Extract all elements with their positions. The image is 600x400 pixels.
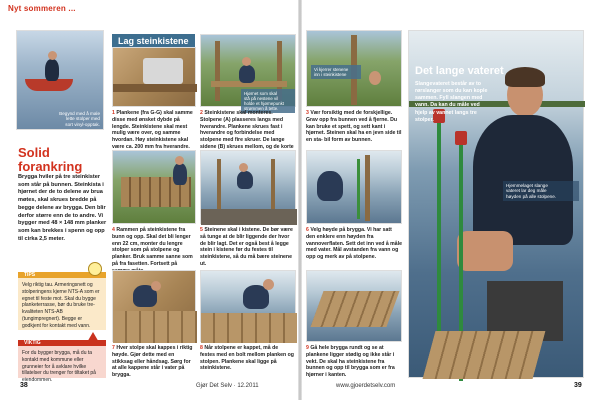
- step-6-text: [306, 227, 402, 261]
- photo-caption: Begynd med å male lette stolper med sort vinyl-opptak.: [59, 111, 100, 127]
- step-3-body: Vær forsiktig med de forskjellige. Grav opp fra bunnen ved å fjerne. Du kan bruke et spett, og sett kant i hjørnet. Steinen skal ha en jevn side til en sta- bil form av bunnen.: [306, 110, 402, 143]
- footer-magazine: Gjør Det Selv · 12.2011: [196, 383, 259, 389]
- warning-box: [18, 340, 106, 383]
- right-caption: Hjemmelaget slange vateret lar deg måle høyden på alle stolpene.: [503, 181, 579, 201]
- left-title: Solid forankring: [18, 145, 83, 174]
- step-1-body: Plankene (fra G-G) skal samme disse med ønsket dybde på lengde. Steinkistene skal mest mulig være over, og samme hvordan. Høy steinkistene skal være ca. 200 mm fra hverandre.: [112, 110, 193, 150]
- step-8-text: [200, 345, 294, 372]
- tip-text: Velg riktig tau. Armeringsnett og stolperingens kjerne NTS-A som er egnet til feste mot. Skal du bygge planketerrasse, bør du bruke tre-kvaliteten NTS-AB (tungimpregnert). Begge er godkjent for kontakt med vann.: [22, 282, 100, 329]
- step-2-body: Steinkistene skal monteres. Stolpene (A) plasseres langs med hverandre. Plankene skrues fast i hverandre og forbindelse med stolpene med fire skruer. De lange sidene (B) skrues mellom, og de korte: [200, 110, 294, 150]
- photo-step-6: [306, 150, 402, 224]
- man-body: [473, 115, 573, 245]
- step-9-number: 9: [306, 345, 309, 351]
- step-9-text: [306, 345, 402, 379]
- tip-label: TIPS: [21, 272, 38, 278]
- left-lead-text: Brygga hviler på tre steinkister som står på bunnen. Steinkista i hjørnet der de to delene av brua møtes, skal skrues bredde på begge delene av brygga. Den blir derfor større enn de to andre. Vi bygger med 48 × 148 mm planker som kan brekkes i spenn og opp til cirka 2,5 meter.: [18, 174, 107, 242]
- step-2-number: 2: [200, 110, 203, 116]
- warning-icon: [86, 332, 100, 344]
- step-4-number: 4: [112, 227, 115, 233]
- photo-step-7: [112, 270, 196, 342]
- photo-step-3: [306, 30, 402, 107]
- page-spine: [298, 0, 302, 400]
- photo-step-9: [306, 270, 402, 342]
- step-5-text: [200, 227, 294, 268]
- photo-boat-workers: [16, 30, 104, 130]
- warning-label: VIKTIG: [21, 340, 44, 346]
- step-8-body: Når stolpene er kappet, må de festes med en bolt mellom planken og stolpen. Plankene skal ligge på steinkistene.: [200, 345, 294, 372]
- step-6-number: 6: [306, 227, 309, 233]
- section-header: Nyt sommeren ...: [8, 4, 76, 13]
- page-number-left: 38: [20, 382, 28, 389]
- section-title: Lag steinkistene: [112, 34, 195, 48]
- photo-step-1: [112, 47, 196, 107]
- step-5-body: Steinene skal i kistene. De bør være så tunge at de blir liggende der hvor de blir lagt. Det er også best å legge stein i kistene før du festes til steinkistene, så du må bære steinene ut.: [200, 227, 293, 267]
- photo-water-level: [408, 30, 584, 378]
- step-6-body: Velg høyde på brygga. Vi har satt den enklere enn høyden fra vannoverflaten. Sett det inn ved å måle med vater. Mål avstanden fra vann og opp og merk av på stolpene.: [306, 227, 402, 260]
- photo-step-8: [200, 270, 296, 342]
- overlay-caption-2: Vi kjerrer stenene inn i steinkistene: [311, 65, 361, 79]
- photo-step-2: [200, 34, 296, 112]
- step-8-number: 8: [200, 345, 203, 351]
- photo-step-4: [112, 150, 196, 224]
- step-7-body: Hver stolpe skal kappes i riktig høyde. Gjør dette med en stikksag eller håndsag. Sørg for at alle kappene står i vater på brygga.: [112, 345, 193, 378]
- right-text: Slangevateret består av to rørslanger som du kan kople sammen. Fyll slangen med vann. Da kan du måle ved hjelp av vannet langs tre stolper.: [415, 81, 488, 123]
- step-4-body: Rammen på steinkistene fra bunn og opp. Skal det bli lenger enn 22 cm, monter du lengre stolper som på stolpene og planker. Bruk samme sanne som på fra fasetten. Fortsett på: [112, 227, 193, 267]
- overlay-caption-1: Hjørnet som skal stå på nestene vil holde et hjørnepunkt strømmen å tette.: [241, 89, 295, 113]
- step-1-text: [112, 110, 196, 151]
- warning-text: For du bygger brygga, må du ta kontakt med kommune eller grunneier for å avklare hvilke tillatelser du trenger for tiltaket på eiendommen.: [22, 350, 96, 383]
- page-number-right: 39: [574, 382, 582, 389]
- step-9-body: Gå hele brygga rundt og se at plankene ligger stødig og ikke står i vekt. De skal ha steinkistene fra bunnen og opp til brygga som er fra hjørner i kanten.: [306, 345, 395, 378]
- footer-url: www.gjoerdetselv.com: [336, 383, 396, 389]
- step-1-number: 1: [112, 110, 115, 116]
- step-5-number: 5: [200, 227, 203, 233]
- step-3-text: [306, 110, 402, 144]
- right-title: Det lange vateret: [415, 65, 504, 77]
- step-3-number: 3: [306, 110, 309, 116]
- step-7-text: [112, 345, 196, 379]
- tip-box: [18, 272, 106, 330]
- step-7-number: 7: [112, 345, 115, 351]
- saw-shape: [143, 58, 183, 84]
- photo-step-5: [200, 150, 296, 224]
- lightbulb-icon: [88, 262, 102, 276]
